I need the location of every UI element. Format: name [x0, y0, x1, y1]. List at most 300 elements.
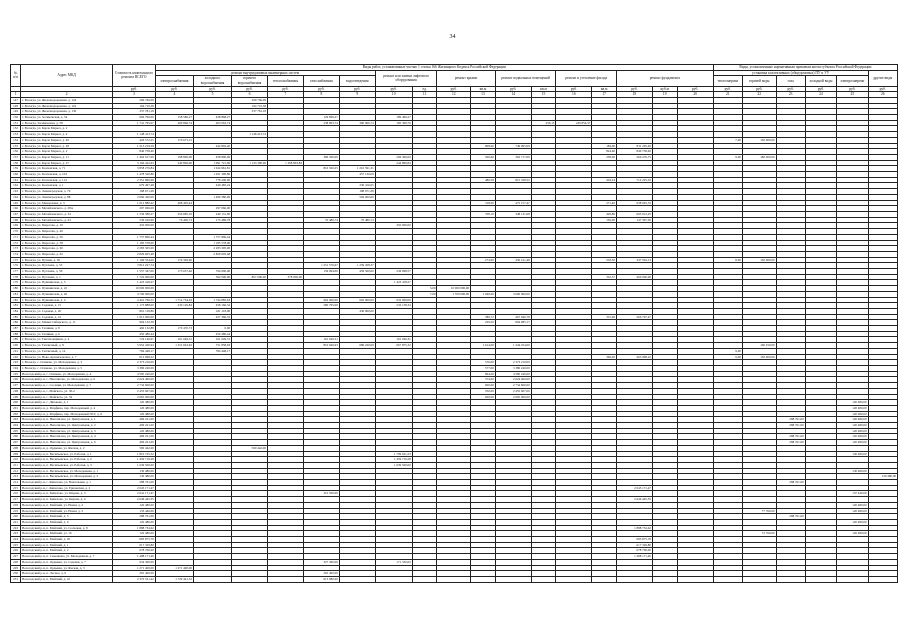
row-number: 185 — [11, 314, 21, 320]
row-number: 230 — [11, 571, 21, 577]
header-eng-col: водоотведения — [339, 76, 375, 86]
header-address: Адрес МКД — [21, 65, 113, 87]
row-number: 166 — [11, 206, 21, 212]
row-number: 213 — [11, 474, 21, 480]
row-value-cell: 150 000,00 — [742, 137, 776, 143]
row-value-cell: 2 065 000,00 — [113, 394, 156, 400]
row-value-cell: 173 657,46 — [155, 269, 193, 275]
unit-cell: руб. — [113, 86, 156, 92]
unit-cell: руб. — [155, 86, 193, 92]
row-number: 191 — [11, 348, 21, 354]
row-address: г. Вологда, ул. Железнодорожная, д. 130 — [21, 109, 113, 115]
row-value-cell: 10 000 000,00 — [437, 286, 471, 292]
row-value-cell: 386 300,00 — [303, 154, 339, 160]
row-address: г. Вологда, ул. Маяки Сибирского, д. 11 — [21, 320, 113, 326]
row-value-cell: 662 000,00 — [303, 297, 339, 303]
row-value-cell: 189 496,27 — [375, 115, 412, 121]
column-index: 17 — [592, 92, 617, 98]
column-index: 14 — [495, 92, 531, 98]
row-value-cell: 256,15 — [531, 120, 556, 126]
row-number: 165 — [11, 200, 21, 206]
row-value-cell: 238,00 — [592, 154, 617, 160]
row-value-cell: 831 205,40 — [616, 143, 652, 149]
row-value-cell: 2 045 171,47 — [616, 485, 652, 491]
row-number: 224 — [11, 537, 21, 543]
row-number: 174 — [11, 251, 21, 257]
row-value-cell: 133 440,00 — [113, 508, 156, 514]
row-value-cell: 3,00 — [412, 286, 437, 292]
row-value-cell — [495, 577, 531, 583]
row-value-cell: 238 803,74 — [303, 120, 339, 126]
row-value-cell: 300 966,74 — [339, 120, 375, 126]
row-value-cell: 288 761,00 — [776, 423, 805, 429]
unit-cell: руб. — [193, 86, 231, 92]
row-address: г. Вологда, ул. Ново-Архангельское, д. 7 — [21, 354, 113, 360]
row-value-cell: 1 499 380,00 — [193, 194, 231, 200]
row-value-cell: 749 995,09 — [495, 143, 531, 149]
row-address: Вологодский р-н, п. Ордынка, ул. Ямская, д. 3 — [21, 565, 113, 571]
row-value-cell: 5 952 430,94 — [113, 343, 156, 349]
row-value-cell: 236 098,57 — [375, 269, 412, 275]
row-address: г. Вологда, ул. Пирогова, д. 10 — [21, 223, 113, 229]
row-number: 147 — [11, 97, 21, 103]
row-address: г. Вологда, Зосимовская, д. 58 — [21, 120, 113, 126]
row-value-cell: 218,50 — [592, 257, 617, 263]
table-row — [11, 577, 898, 583]
header-meter-col: газа — [776, 76, 805, 86]
row-value-cell: 590 442,00 — [113, 445, 156, 451]
row-value-cell: 9,00 — [713, 354, 742, 360]
row-value-cell — [868, 577, 897, 583]
header-meter-col: теплоэнергии — [713, 76, 742, 86]
row-value-cell: 3 380 240,00 — [113, 365, 156, 371]
row-address: г. Вологда, ул. Пирогова, д. 58 — [21, 240, 113, 246]
row-value-cell: 265 400,00 — [113, 571, 156, 577]
row-value-cell: 1 271 400,00 — [155, 565, 193, 571]
row-value-cell: 120 480,00 — [837, 434, 868, 440]
row-number: 187 — [11, 326, 21, 332]
row-value-cell: 9,00 — [713, 154, 742, 160]
row-value-cell: 662 000,00 — [339, 297, 375, 303]
row-value-cell: 230 129,84 — [155, 303, 193, 309]
row-value-cell: 1 024 961,81 — [193, 166, 231, 172]
row-value-cell: 0,00 — [193, 326, 231, 332]
row-value-cell — [193, 577, 231, 583]
row-value-cell: 1 109 554,00 — [113, 257, 156, 263]
row-number: 154 — [11, 137, 21, 143]
unit-cell: руб. — [303, 86, 339, 92]
row-address: г. Вологда, ул. Пугачева, д. 55 — [21, 263, 113, 269]
row-address: Вологодский р-н, п. Непотягово, ул. Центральная, д. 1 — [21, 417, 113, 423]
unit-cell: руб. — [375, 86, 412, 92]
row-number: 163 — [11, 189, 21, 195]
row-address: г. Вологда, ул. Пирогова, д. 60 — [21, 246, 113, 252]
row-value-cell: 804 085,17 — [495, 320, 531, 326]
capital-repair-register — [10, 64, 898, 630]
row-value-cell: 147 367,50 — [616, 217, 652, 223]
row-number: 229 — [11, 565, 21, 571]
header-meter-col: электроэнергии — [837, 76, 868, 86]
row-number: 193 — [11, 360, 21, 366]
row-value-cell: 347 563,13 — [616, 257, 652, 263]
row-value-cell: 198 671,28 — [113, 189, 156, 195]
row-address: г. Вологда, ул. Пушкинская, д. 22 — [21, 286, 113, 292]
row-number: 207 — [11, 440, 21, 446]
row-value-cell: 206 300,00 — [375, 154, 412, 160]
unit-cell: кв.м — [592, 86, 617, 92]
row-value-cell: 457 130,00 — [339, 172, 375, 178]
row-value-cell: 463 063,74 — [193, 120, 231, 126]
row-number: 176 — [11, 263, 21, 269]
row-number: 190 — [11, 343, 21, 349]
header-basement: ремонт подвальных помещений — [495, 70, 556, 86]
row-value-cell: 288 761,00 — [776, 480, 805, 486]
row-value-cell: 1 757 806,44 — [193, 234, 231, 240]
row-value-cell: 2 351 860,68 — [113, 177, 156, 183]
row-value-cell: 427 366,35 — [193, 314, 231, 320]
column-index: 3 — [113, 92, 156, 98]
row-value-cell: 815 328,52 — [495, 177, 531, 183]
row-value-cell: 459 500,00 — [339, 269, 375, 275]
column-index: 18 — [616, 92, 652, 98]
row-value-cell: 1 741 795,07 — [113, 120, 156, 126]
row-address: г. Вологда, ул. Пирогова, д. 40 — [21, 229, 113, 235]
row-address: г. Вологда, ул. Пугачева, д. 59 — [21, 269, 113, 275]
row-address: г. Вологда, ул. Тепличный, д. 14 — [21, 348, 113, 354]
row-value-cell: 337 781,18 — [113, 109, 156, 115]
row-value-cell: 1 251 576,67 — [303, 263, 339, 269]
row-value-cell: 428 868,27 — [193, 115, 231, 121]
row-value-cell: 3 380 240,00 — [495, 365, 531, 371]
row-number: 159 — [11, 166, 21, 172]
column-index: 24 — [805, 92, 836, 98]
row-number: 153 — [11, 132, 21, 138]
row-number: 152 — [11, 126, 21, 132]
row-number: 218 — [11, 502, 21, 508]
row-value-cell: 458 800,00 — [193, 154, 231, 160]
row-value-cell: 784 448,17 — [113, 348, 156, 354]
row-value-cell — [375, 577, 412, 583]
row-address: Вологодский р-н, п. Семенково, ул. Молодежная, д. 7 — [21, 554, 113, 560]
row-value-cell: 130 480,00 — [868, 474, 897, 480]
row-value-cell: 72 760,00 — [742, 531, 776, 537]
row-value-cell: 70 480,74 — [303, 217, 339, 223]
row-value-cell: 667 875,32 — [375, 343, 412, 349]
row-value-cell: 120 480,00 — [837, 519, 868, 525]
row-value-cell: 449 485,24 — [193, 183, 231, 189]
row-number: 199 — [11, 394, 21, 400]
row-address: Вологодский р-н, с. Майского, ул. 34 — [21, 394, 113, 400]
row-value-cell: 418,24 — [592, 177, 617, 183]
row-number: 192 — [11, 354, 21, 360]
row-value-cell: 288 761,00 — [776, 417, 805, 423]
row-address: Вологодский р-н, п. Майский, д. 5 — [21, 514, 113, 520]
row-value-cell: 160 250,00 — [742, 343, 776, 349]
row-value-cell: 198 671,28 — [339, 189, 375, 195]
row-address: Вологодский р-н, п. Лесное, д. 6 — [21, 571, 113, 577]
row-value-cell: 1 940,00 — [471, 291, 496, 297]
column-index: 23 — [776, 92, 805, 98]
row-value-cell: 268 405,44 — [155, 200, 193, 206]
row-address: г. Вологда, ул. Карла Маркса, д. 46 — [21, 137, 113, 143]
row-value-cell: 1 185 578,00 — [113, 240, 156, 246]
row-value-cell: 1 012 880,42 — [113, 200, 156, 206]
row-value-cell: 327 300,00 — [303, 559, 339, 565]
column-index: 11 — [412, 92, 437, 98]
unit-cell: руб. — [616, 86, 652, 92]
row-value-cell: 638 045,33 — [616, 200, 652, 206]
row-address: г. Вологда, ул. Техники, д. 8 — [21, 326, 113, 332]
row-value-cell: 76 400,73 — [155, 217, 193, 223]
row-value-cell: 906 790,06 — [113, 115, 156, 121]
row-value-cell: 120 480,00 — [113, 502, 156, 508]
row-value-cell: 236 854,37 — [556, 120, 592, 126]
row-address: г. Вологда, ул. Карла Маркса, д. 2 — [21, 149, 113, 155]
row-value-cell: 867 000,00 — [232, 274, 268, 280]
row-address: г. Вологда, ул. Тепличный, д. 8 — [21, 343, 113, 349]
column-index: 26 — [868, 92, 897, 98]
row-value-cell: 150 000,00 — [742, 257, 776, 263]
row-number: 221 — [11, 519, 21, 525]
row-number: 173 — [11, 246, 21, 252]
row-value-cell: 180 000,00 — [742, 154, 776, 160]
row-value-cell: 315,00 — [592, 314, 617, 320]
row-number: 150 — [11, 115, 21, 121]
row-number: 220 — [11, 514, 21, 520]
row-address: Вологодский р-н, п. Васильевское, ул. Рабочая, д. 1 — [21, 451, 113, 457]
row-address: г. Вологда, ул. Карла Маркса, д. 4 — [21, 132, 113, 138]
row-address: Вологодский р-н, п. Ордынка, ул. Садовая, д. 7 — [21, 559, 113, 565]
row-value-cell: 2 283 305,00 — [113, 246, 156, 252]
row-value-cell: 269 866,74 — [155, 120, 193, 126]
row-value-cell: 194 710,38 — [232, 103, 268, 109]
row-value-cell: 1 536 380,27 — [113, 212, 156, 218]
row-value-cell: 120 480,00 — [113, 428, 156, 434]
unit-cell: руб. — [776, 86, 805, 92]
row-value-cell: 1 478 520,86 — [113, 172, 156, 178]
row-address: г. Вологда, ул. Текстильщиков, д. 4 — [21, 337, 113, 343]
row-number: 196 — [11, 377, 21, 383]
row-value-cell: 467 946,78 — [495, 314, 531, 320]
row-value-cell: 230 416,65 — [339, 183, 375, 189]
column-index: 1 — [11, 92, 21, 98]
row-address: Вологодский р-н, п. Майский, д. 20 — [21, 537, 113, 543]
row-number: 182 — [11, 297, 21, 303]
row-value-cell: 1 888 734,62 — [113, 525, 156, 531]
row-value-cell: 1 173 888,00 — [113, 303, 156, 309]
row-number: 149 — [11, 109, 21, 115]
row-value-cell — [837, 577, 868, 583]
row-number: 205 — [11, 428, 21, 434]
row-value-cell — [412, 577, 437, 583]
row-value-cell: 1 423 418,27 — [113, 280, 156, 286]
column-index: 19 — [652, 92, 677, 98]
row-address: г. Вологда, ул. Железнодорожная, д. 122 — [21, 103, 113, 109]
row-value-cell: 176 349,00 — [155, 257, 193, 263]
row-address: Вологодский р-н, с. Кипелово, ул. Вокзальная, д. 1 — [21, 480, 113, 486]
row-value-cell: 1 459 719,28 — [113, 457, 156, 463]
row-value-cell: 150 000,00 — [742, 354, 776, 360]
row-value-cell: 7,00 — [412, 291, 437, 297]
row-number: 151 — [11, 120, 21, 126]
row-address: Вологодский р-н, д. Ордынка, ул. Ямская, д. 2 — [21, 445, 113, 451]
row-value-cell: 1 722 000,00 — [113, 274, 156, 280]
row-value-cell: 120 480,00 — [113, 405, 156, 411]
row-value-cell: 458 166,34 — [193, 303, 231, 309]
row-value-cell: 297 066,00 — [193, 206, 231, 212]
row-value-cell: 442 802,40 — [193, 143, 231, 149]
header-elevator: ремонт или замена лифтового оборудования — [375, 70, 437, 86]
header-meter-col: горячей воды — [742, 76, 776, 86]
row-value-cell: 539 226,99 — [113, 217, 156, 223]
row-number: 198 — [11, 388, 21, 394]
row-value-cell: 10 000 000,00 — [113, 286, 156, 292]
unit-cell: руб. — [805, 86, 836, 92]
row-number: 162 — [11, 183, 21, 189]
row-value-cell: 456 121,48 — [495, 257, 531, 263]
header-facade: ремонт и утепление фасада — [556, 70, 617, 86]
row-value-cell: 486,58 — [471, 177, 496, 183]
row-value-cell: 271,40 — [592, 200, 617, 206]
row-value-cell — [232, 577, 268, 583]
row-number: 178 — [11, 274, 21, 280]
row-number: 189 — [11, 337, 21, 343]
row-value-cell: 1 148 413,74 — [113, 132, 156, 138]
row-address: г. Вологда, ул. Садовая, д. 15 — [21, 303, 113, 309]
row-value-cell: 409 221,00 — [113, 440, 156, 446]
row-value-cell — [556, 577, 592, 583]
row-number: 225 — [11, 542, 21, 548]
row-value-cell: 594 000,00 — [339, 194, 375, 200]
row-value-cell: 2 734 600,00 — [113, 383, 156, 389]
row-value-cell: 450 000,00 — [113, 223, 156, 229]
row-address: Вологодский р-н, п. Непотягово, ул. Центральная, д. 4 — [21, 434, 113, 440]
unit-cell: руб. — [742, 86, 776, 92]
row-number: 214 — [11, 480, 21, 486]
row-value-cell: 265 400,00 — [303, 571, 339, 577]
unit-cell: руб. — [837, 86, 868, 92]
row-value-cell — [742, 577, 776, 583]
row-value-cell: 1 143 300,00 — [232, 160, 268, 166]
column-index: 2 — [21, 92, 113, 98]
row-value-cell: 2 373 210,00 — [113, 360, 156, 366]
row-value-cell: 185 369,79 — [375, 120, 412, 126]
row-number: 216 — [11, 491, 21, 497]
row-value-cell: 362 717,00 — [495, 154, 531, 160]
column-index: 5 — [193, 92, 231, 98]
row-value-cell: 506,60 — [471, 154, 496, 160]
row-value-cell: 613 998,22 — [113, 354, 156, 360]
row-address: Вологодский р-н, п. Васильевское, ул. Рабочая, д. 3 — [21, 462, 113, 468]
header-eng-col: газоснабжения — [303, 76, 339, 86]
row-value-cell: 120 480,00 — [837, 440, 868, 446]
row-value-cell: 2 829 605,48 — [193, 251, 231, 257]
row-value-cell — [652, 577, 677, 583]
row-value-cell: 460 132,88 — [113, 326, 156, 332]
row-value-cell: 590 442,00 — [232, 445, 268, 451]
row-value-cell: 348 131,68 — [495, 212, 531, 218]
row-address: г. Вологда, ул. Пугачева, д. 1 — [21, 274, 113, 280]
row-value-cell: 724 140,91 — [113, 337, 156, 343]
row-value-cell: 840 758,40 — [616, 149, 652, 155]
column-index: 15 — [531, 92, 556, 98]
row-value-cell: 266 767,47 — [616, 314, 652, 320]
row-value-cell: 450 000,00 — [375, 223, 412, 229]
row-value-cell: 299 766,09 — [113, 97, 156, 103]
row-number: 217 — [11, 497, 21, 503]
column-index: 6 — [232, 92, 268, 98]
row-number: 203 — [11, 417, 21, 423]
row-value-cell: 679 497,48 — [113, 183, 156, 189]
row-value-cell: 2 624 400,00 — [495, 377, 531, 383]
column-index: 8 — [303, 92, 339, 98]
row-address: Вологодский р-н, д. Марфино, пер. Молодежный, д. 4 — [21, 405, 113, 411]
row-value-cell: 120 480,00 — [113, 519, 156, 525]
row-value-cell — [805, 577, 836, 583]
row-value-cell: 1 729 441,52 — [155, 577, 193, 583]
row-value-cell: 120 480,00 — [837, 531, 868, 537]
row-value-cell: 4 585 240,00 — [495, 371, 531, 377]
row-number: 155 — [11, 143, 21, 149]
row-value-cell: 450 480,44 — [193, 331, 231, 337]
row-value-cell: 2 455 607,00 — [113, 388, 156, 394]
row-value-cell: 2 065 000,00 — [495, 394, 531, 400]
row-value-cell: 1 021 390,86 — [193, 172, 231, 178]
row-value-cell: 613 080,90 — [303, 577, 339, 583]
header-federal-works: Виды работ, установленные частью 1 статьи 166 Жилищного Кодекса Российской Федерации — [155, 65, 713, 71]
row-value-cell: 1 700 000,00 — [437, 291, 471, 297]
row-value-cell: 130 480,00 — [837, 468, 868, 474]
row-value-cell: 1 888 734,62 — [616, 525, 652, 531]
unit-cell: руб. — [232, 86, 268, 92]
row-value-cell: 130 480,00 — [113, 468, 156, 474]
row-value-cell — [776, 577, 805, 583]
row-value-cell: 4 585 240,00 — [113, 371, 156, 377]
row-value-cell: 70 480,74 — [339, 217, 375, 223]
row-number: 223 — [11, 531, 21, 537]
column-index: 25 — [837, 92, 868, 98]
header-regional-works: Виды, установленные нормативным правовым актом субъекта Российской Федерации — [713, 65, 897, 71]
column-index: 9 — [339, 92, 375, 98]
row-value-cell: 310 500,00 — [303, 491, 339, 497]
row-value-cell: 1 459 719,28 — [375, 457, 412, 463]
row-number: 201 — [11, 405, 21, 411]
row-number: 167 — [11, 212, 21, 218]
row-value-cell: 431 118,00 — [193, 308, 231, 314]
row-value-cell: 288 761,00 — [113, 480, 156, 486]
row-value-cell: 1 259 458,37 — [339, 263, 375, 269]
row-address: Вологодский р-н, п. Майский, д. 6 — [21, 519, 113, 525]
row-value-cell: 2 045 171,47 — [113, 485, 156, 491]
row-value-cell: 120 480,00 — [113, 531, 156, 537]
row-address: Вологодский р-н, п. Майский, ул. Новая, д. 3 — [21, 508, 113, 514]
row-value-cell: 120 480,00 — [837, 423, 868, 429]
header-meters: установка коллективных (общедомовых) ПУ и УУ — [713, 70, 868, 76]
row-value-cell: 450 480,44 — [113, 331, 156, 337]
row-value-cell: 409 221,00 — [113, 423, 156, 429]
row-number: 219 — [11, 508, 21, 514]
row-address: Вологодский р-н, п. Майский, д. 1 — [21, 542, 113, 548]
column-index: 21 — [713, 92, 742, 98]
row-value-cell: 194 710,38 — [113, 103, 156, 109]
row-value-cell: 156,00 — [592, 217, 617, 223]
row-value-cell: 9,00 — [713, 348, 742, 354]
row-number: 148 — [11, 103, 21, 109]
row-value-cell: 170 673,15 — [155, 137, 193, 143]
row-address: г. Вологда, ул. Техники, д. 6 — [21, 331, 113, 337]
row-value-cell — [437, 577, 471, 583]
row-value-cell: 463 998,22 — [616, 354, 652, 360]
